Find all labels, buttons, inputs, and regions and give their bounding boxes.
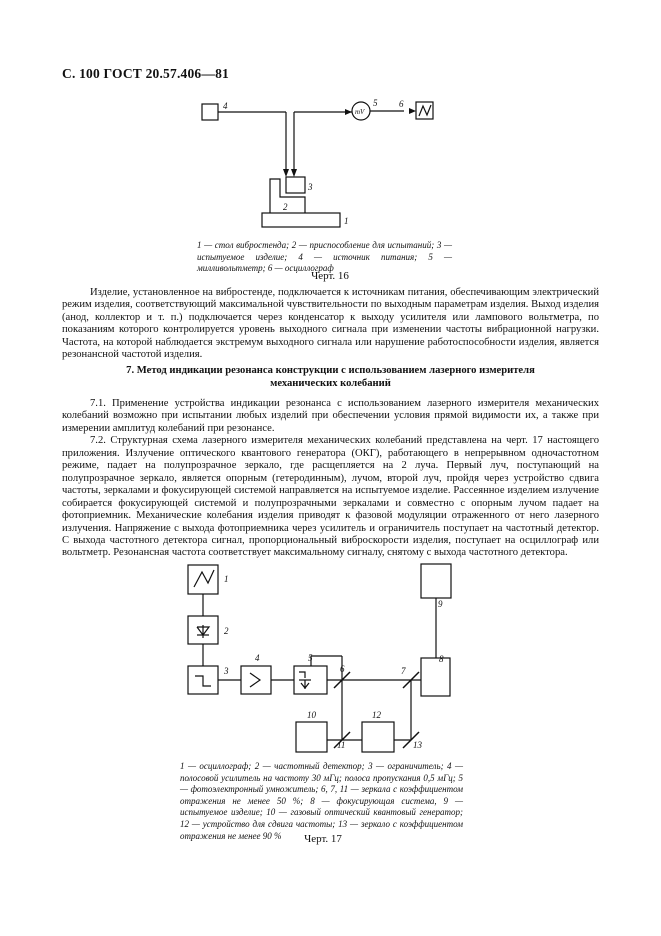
paragraph-7-2: 7.2. Структурная схема лазерного измерителя механических колебаний представлена на черт. 17 настоящего приложения. Излучение оптического квантового генератора (ОКГ), работающего в непрерывном одночастотном режиме, падает на полупрозрачное зеркало, где расщепляется на 2 луча. Первый луч, поступающий на полупрозрачное зеркало, является опорным (гетеродинным), лучом, второй луч, пройдя через устройство сдвига частоты, зеркалами и фокусирующей системой направляется на испытуемое изделие. Рассеянное изделием излучение собирается фокусирующей системой и полупрозрачными зеркалами и совместно с опорным лучом падает на фотоприемник. Механические колебания изделия приводят к фазовой модуляции отраженного от него лазерного излучения. Напряжение с выхода фотоприемника через усилитель и ограничитель поступает на частотный детектор. С выхода частотного детектора сигнал, пропорциональный виброскорости изделия, поступает на осциллограф или вольтметр. Резонансная частота соответствует максимальному сигналу, снятому с выхода частотного детектора. [62,435,599,559]
oscilloscope-box [188,565,218,594]
figure-17-legend: 1 — осциллограф; 2 — частотный детектор; 3 — ограничитель; 4 — полосовой усилитель на частоту 30 мГц; полоса пропускания 0,5 мГц; 5 — фотоэлектронный умножитель; 6, 7, 11 — зеркала с коэффициентом отражения не менее 50 %; 8 — фокусирующая система, 9 — испытуемое изделие; 10 — газовый оптический квантовый генератор; 12 — устройство для сдвига частоты; 13 — зеркало с коэффициентом отражения не менее 90 % [180,761,463,841]
fig16-label-6: 6 [399,99,404,109]
test-item-box [421,564,451,598]
focusing-system-box [421,658,450,696]
oscilloscope-trace-icon [419,105,431,116]
fig17-label-6: 6 [340,664,345,674]
fig17-label-7: 7 [401,666,406,676]
fig16-label-2: 2 [283,202,288,212]
fig17-label-13: 13 [413,740,422,750]
section-7-heading: 7. Метод индикации резонанса конструкции с использованием лазерного измерителя механических колебаний [126,365,535,389]
fig16-label-1: 1 [344,216,349,226]
fig17-label-3: 3 [224,666,229,676]
limiter-step-icon [195,676,211,686]
fig17-label-8: 8 [439,654,444,664]
fig17-label-1: 1 [224,574,229,584]
fixture-outline [270,179,305,213]
section-7-body [62,398,599,560]
paragraph-vibrostand: Изделие, установленное на вибростенде, подключается к источникам питания, обеспечивающим электрический режим изделия, соответствующий максимальной чувствительности по выходным параметрам изделия. Выход изделия (анод, коллектор и т. п.) подключается через конденсатор к выходу усилителя или лампового вольтметра, по показаниям которого контролируется уровень выходного сигнала при изменении частоты вибрационной нагрузки. Частота, на которой наблюдается экстремум выходного сигнала или нарушение работоспособности изделия, является резонансной частотой изделия. [62,287,599,361]
laser-generator-box [296,722,327,752]
oscilloscope-trace-icon [194,570,214,587]
power-source-box [202,104,218,120]
fig17-label-11: 11 [337,740,346,750]
fig16-label-5: 5 [373,98,378,108]
fig17-label-10: 10 [307,710,316,720]
amplifier-icon [250,673,260,687]
band-amplifier-box [241,666,271,694]
fig17-label-2: 2 [224,626,229,636]
figure-17-caption: Черт. 17 [304,833,342,845]
vibration-table [262,213,340,227]
fig16-label-3: 3 [308,182,313,192]
frequency-shifter-box [362,722,394,752]
figure-17-diagram [180,558,480,758]
fig17-label-4: 4 [255,653,260,663]
fig16-label-4: 4 [223,101,228,111]
fig17-label-5: 5 [308,653,313,663]
figure-16-caption: Черт. 16 [311,270,349,282]
page-header: С. 100 ГОСТ 20.57.406—81 [62,66,229,81]
figure-16-legend: 1 — стол вибростенда; 2 — приспособление для испытаний; 3 — испытуемое изделие; 4 — источник питания; 5 — милливольтметр; 6 — осциллограф [197,240,452,274]
test-item-box [286,177,305,193]
fig17-label-12: 12 [372,710,381,720]
fig17-label-9: 9 [438,599,443,609]
fig16-meter-symbol: mV [355,108,365,116]
paragraph-7-1: 7.1. Применение устройства индикации резонанса с использованием лазерного измерителя механических колебаний возможно при испытании любых изделий при обеспечении условия прямой видимости их, а также при измерении амплитуд колебаний при резонансе. [62,398,599,434]
figure-16-diagram [190,95,450,235]
